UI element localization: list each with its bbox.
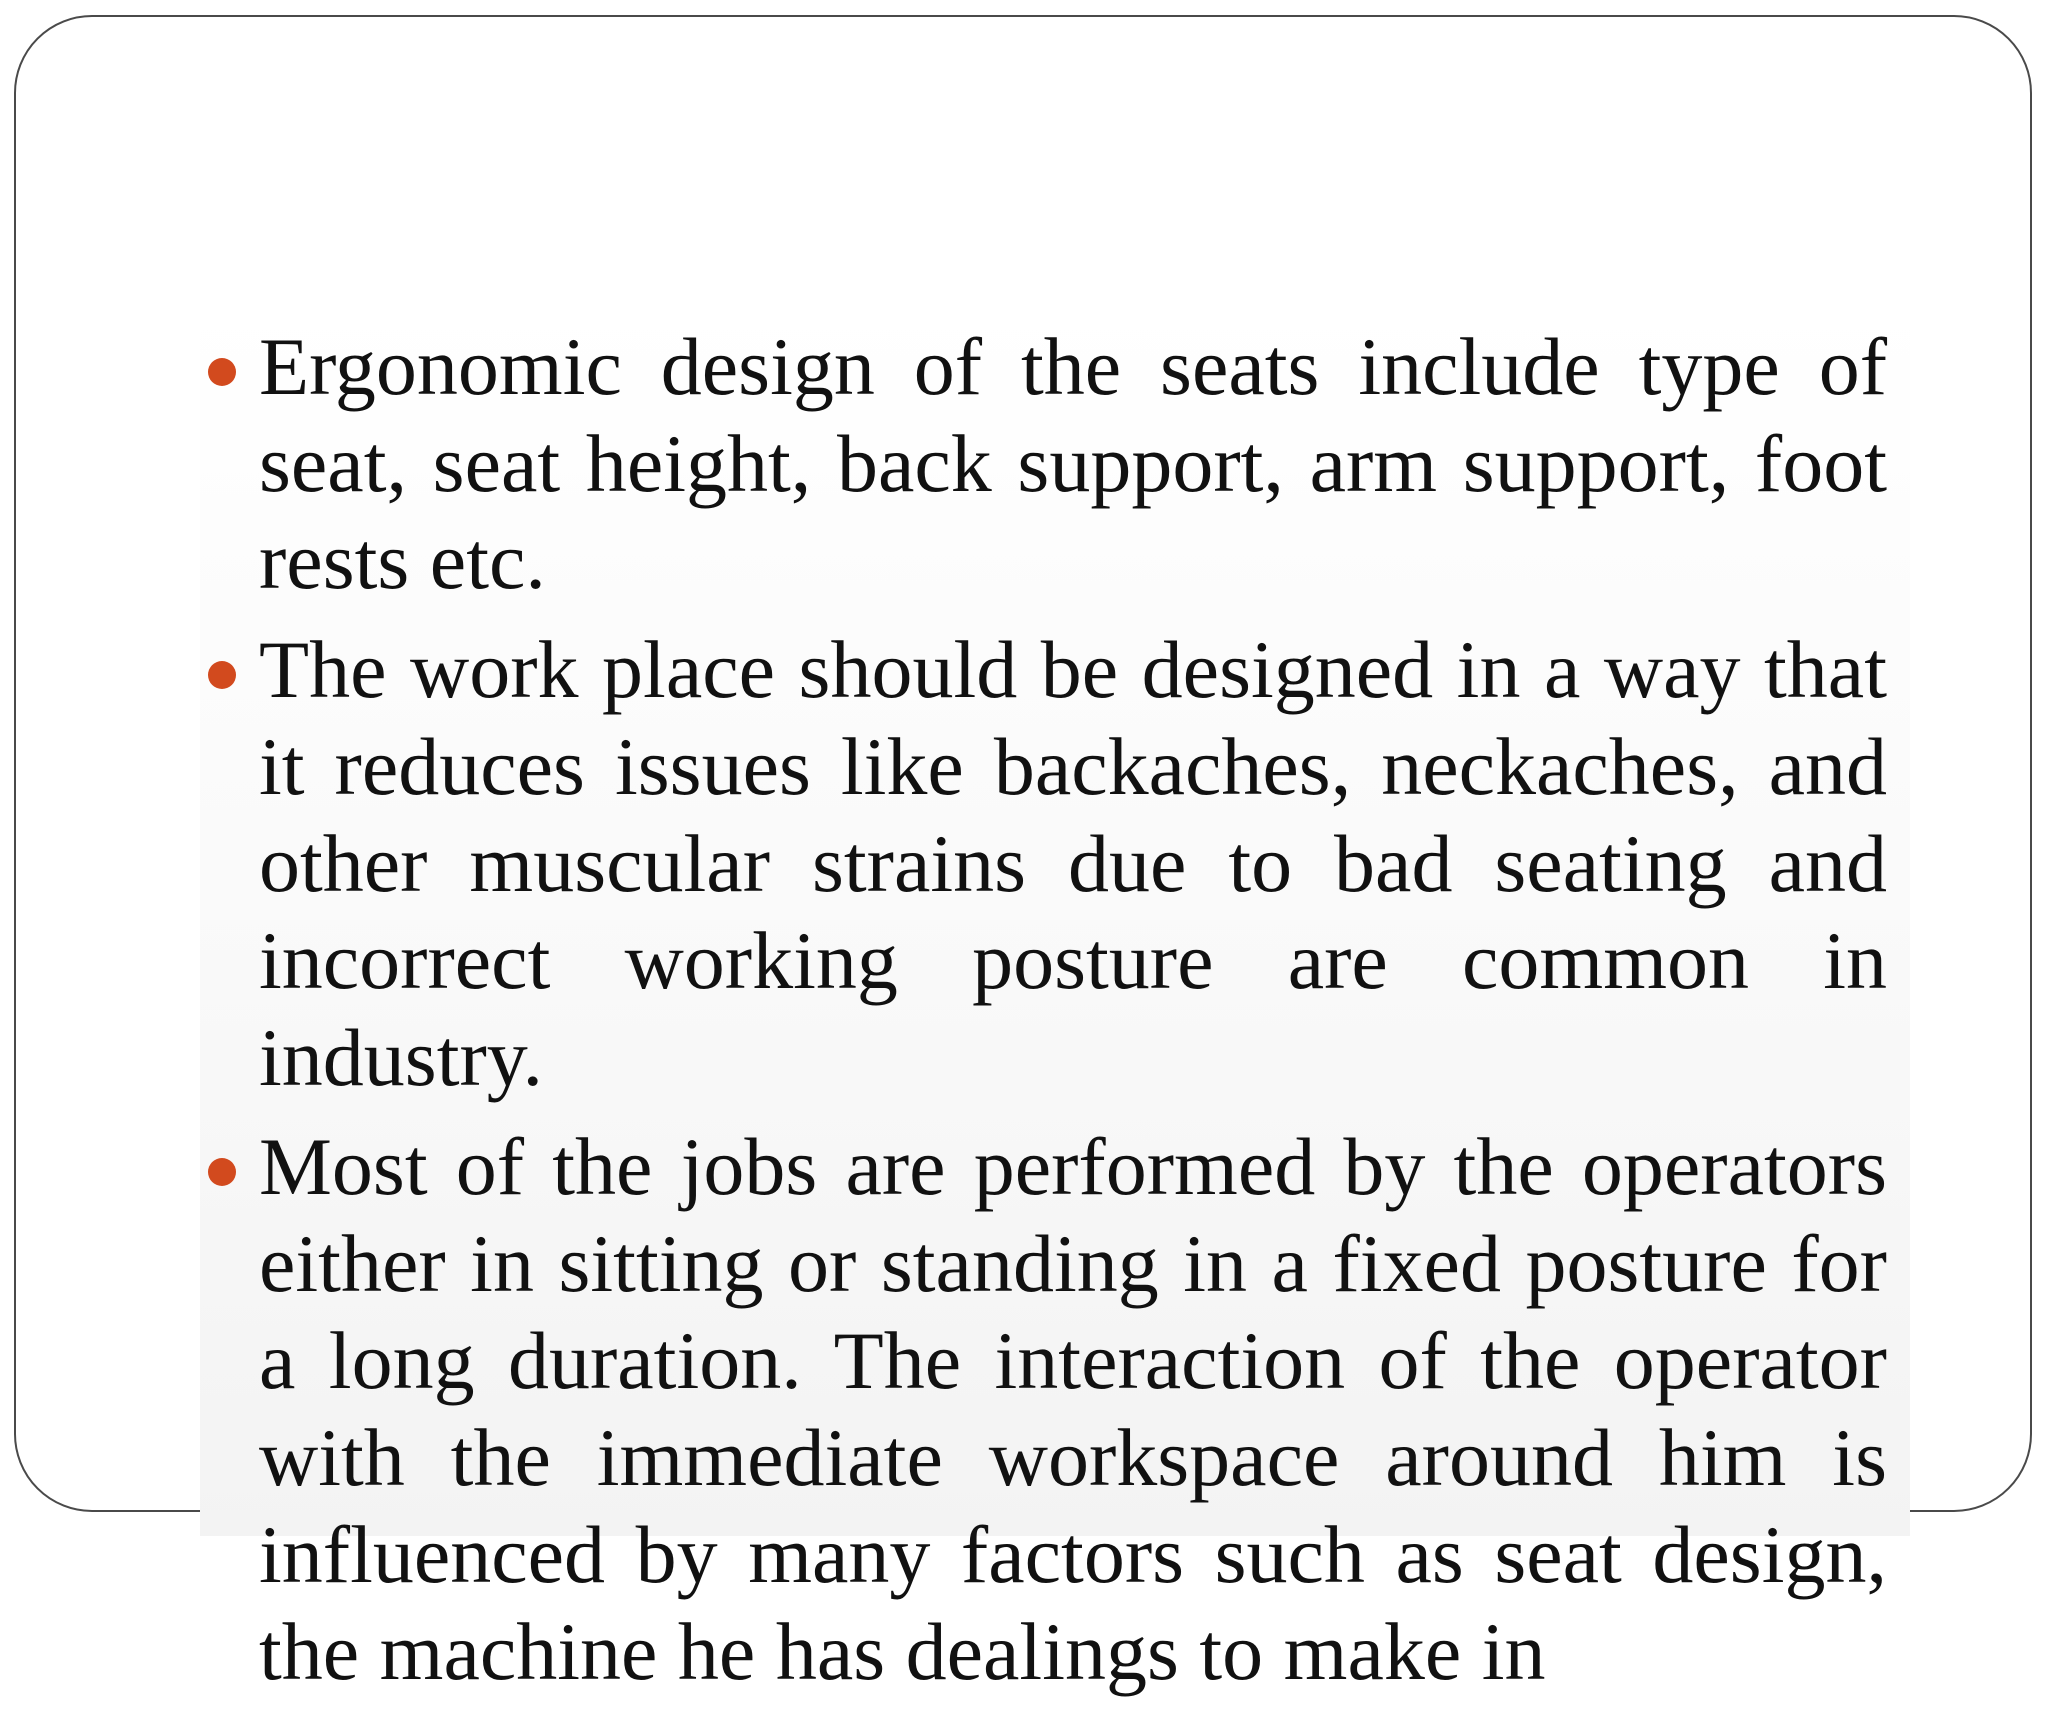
bullet-dot-icon xyxy=(208,1158,236,1186)
bullet-text: Most of the jobs are performed by the operators either in sitting or standing in a fixed posture for a long duration. The interaction of the operator with the immediate workspace around him is influenced by many factors such as seat design, the machine he has dealings to make in xyxy=(259,1121,1887,1697)
bullet-text: The work place should be designed in a way that it reduces issues like backaches, neckaches, and other muscular strains due to bad seating and incorrect working posture are common in industry. xyxy=(259,624,1887,1103)
bullet-text: Ergonomic design of the seats include type of seat, seat height, back support, arm support, foot rests etc. xyxy=(259,321,1887,606)
bullet-list xyxy=(0,318,2048,1712)
bullet-dot-icon xyxy=(208,661,236,689)
bullet-item xyxy=(259,318,1887,609)
bullet-dot-icon xyxy=(208,358,236,386)
bullet-item xyxy=(259,1118,1887,1700)
bullet-item xyxy=(259,621,1887,1106)
